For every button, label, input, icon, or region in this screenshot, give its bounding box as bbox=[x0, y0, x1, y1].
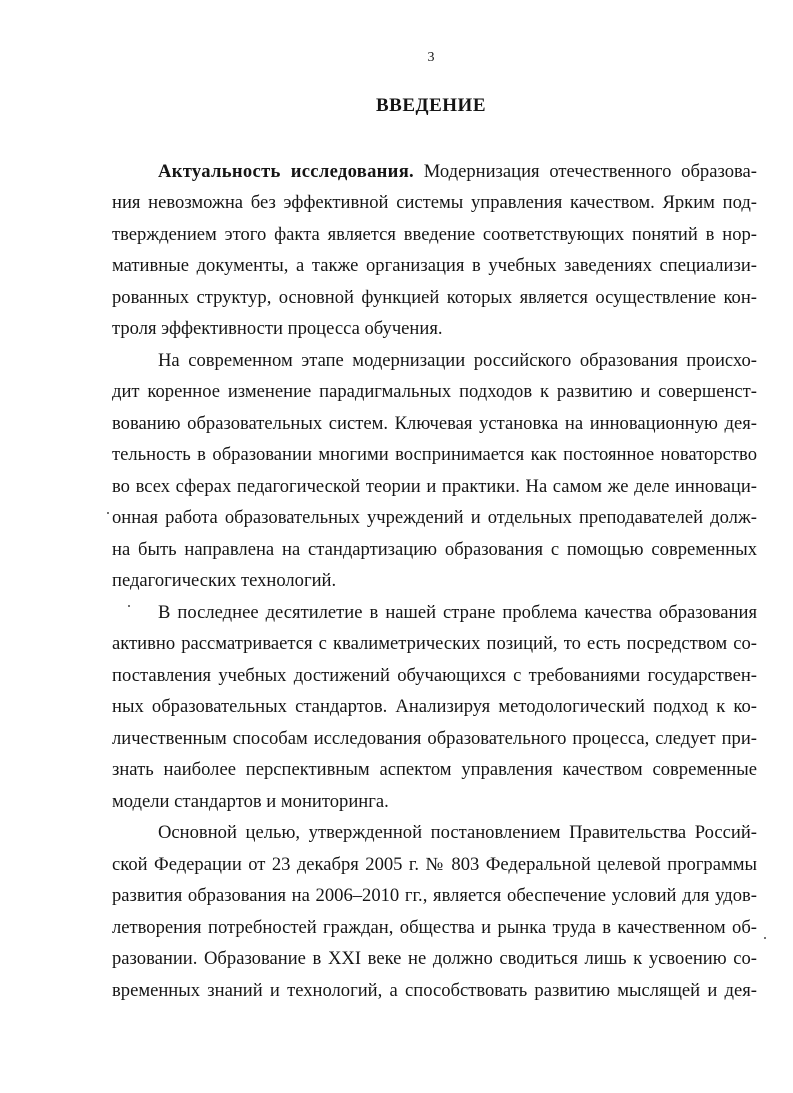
text-line: ской Федерации от 23 декабря 2005 г. № 803 Федеральной целевой программы bbox=[112, 854, 757, 875]
text-line: развития образования на 2006–2010 гг., является обеспечение условий для удов- bbox=[112, 885, 757, 906]
scan-speck bbox=[764, 937, 766, 939]
text-line: модели стандартов и мониторинга. bbox=[112, 791, 389, 812]
text-line: В последнее десятилетие в нашей стране проблема качества образования bbox=[158, 602, 757, 623]
text-line: дит коренное изменение парадигмальных подходов к развитию и совершенст- bbox=[112, 381, 757, 402]
page-title: ВВЕДЕНИЕ bbox=[376, 95, 486, 116]
text-line: рованных структур, основной функцией которых является осуществление кон- bbox=[112, 287, 757, 308]
text-line: На современном этапе модернизации российского образования происхо- bbox=[158, 350, 757, 371]
text-line: личественным способам исследования образовательного процесса, следует при- bbox=[112, 728, 757, 749]
text-line: знать наиболее перспективным аспектом управления качеством современные bbox=[112, 759, 757, 780]
text-line: разовании. Образование в XXI веке не должно сводиться лишь к усвоению со- bbox=[112, 948, 757, 969]
scan-speck bbox=[128, 605, 130, 607]
text-line: ния невозможна без эффективной системы управления качеством. Ярким под- bbox=[112, 192, 757, 213]
text-line: временных знаний и технологий, а способствовать развитию мыслящей и дея- bbox=[112, 980, 757, 1001]
text-line: вованию образовательных систем. Ключевая установка на инновационную дея- bbox=[112, 413, 757, 434]
text-line: активно рассматривается с квалиметрических позиций, то есть посредством со- bbox=[112, 633, 757, 654]
text-line: троля эффективности процесса обучения. bbox=[112, 318, 443, 339]
text-line: летворения потребностей граждан, общества и рынка труда в качественном об- bbox=[112, 917, 757, 938]
scan-speck bbox=[107, 512, 109, 514]
text-line: онная работа образовательных учреждений и отдельных преподавателей долж- bbox=[112, 507, 757, 528]
text-line bbox=[158, 159, 757, 185]
text-line: Основной целью, утвержденной постановлением Правительства Россий- bbox=[158, 822, 757, 843]
text-line: педагогических технологий. bbox=[112, 570, 337, 591]
page-number: 3 bbox=[427, 50, 435, 65]
text-line: на быть направлена на стандартизацию образования с помощью современных bbox=[112, 539, 757, 560]
text-line: поставления учебных достижений обучающихся с требованиями государствен- bbox=[112, 665, 757, 686]
text-line: тельность в образовании многими воспринимается как постоянное новаторство bbox=[112, 444, 757, 465]
text-line: тверждением этого факта является введение соответствующих понятий в нор- bbox=[112, 224, 757, 245]
text-line: мативные документы, а также организация в учебных заведениях специализи- bbox=[112, 255, 757, 276]
lead-bold-phrase: Актуальность исследования. bbox=[158, 161, 414, 182]
text-line: во всех сферах педагогической теории и практики. На самом же деле инноваци- bbox=[112, 476, 757, 497]
text-line: ных образовательных стандартов. Анализируя методологический подход к ко- bbox=[112, 696, 757, 717]
text-line-rest: Модернизация отечественного образова- bbox=[414, 161, 757, 182]
